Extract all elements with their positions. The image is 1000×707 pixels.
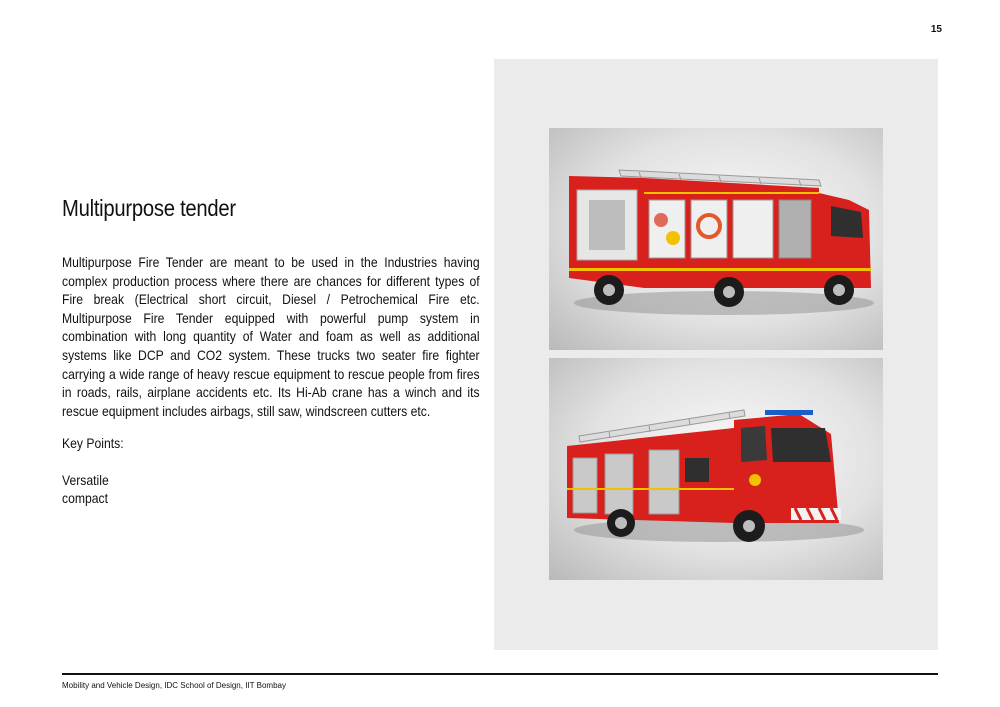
fire-tender-rear-illustration [549, 128, 883, 350]
key-point-item: Versatile [62, 471, 109, 488]
key-point-item: compact [62, 490, 109, 507]
fire-tender-front-illustration [549, 358, 883, 580]
footer-text: Mobility and Vehicle Design, IDC School of Design, IIT Bombay [62, 681, 286, 690]
image-panel [494, 59, 938, 650]
key-points [62, 434, 323, 508]
body-text [62, 253, 480, 420]
page-title: Multipurpose tender [62, 195, 236, 221]
page-number: 15 [930, 24, 942, 35]
fire-tender-front-photo [549, 358, 883, 580]
footer-divider [62, 673, 938, 675]
key-points-list [62, 471, 323, 508]
key-points-title: Key Points: [62, 435, 124, 451]
description-paragraph: Multipurpose Fire Tender are meant to be used in the Industries having complex production process where there are chances for different types of Fire break (Electrical short circuit, Diesel / Petrochemical Fire etc. Multipurpose Fire Tender equipped with powerful pump system in combination with long quantity of Water and foam as well as additional systems like DCP and CO2 system. These trucks two seater fire fighter carrying a wide range of heavy rescue equipment to rescue people from fires in roads, rails, airplane accidents etc. Its Hi-Ab crane has a winch and its rescue equipment includes airbags, still saw, windscreen cutters etc. [62, 254, 480, 419]
fire-tender-rear-photo [549, 128, 883, 350]
